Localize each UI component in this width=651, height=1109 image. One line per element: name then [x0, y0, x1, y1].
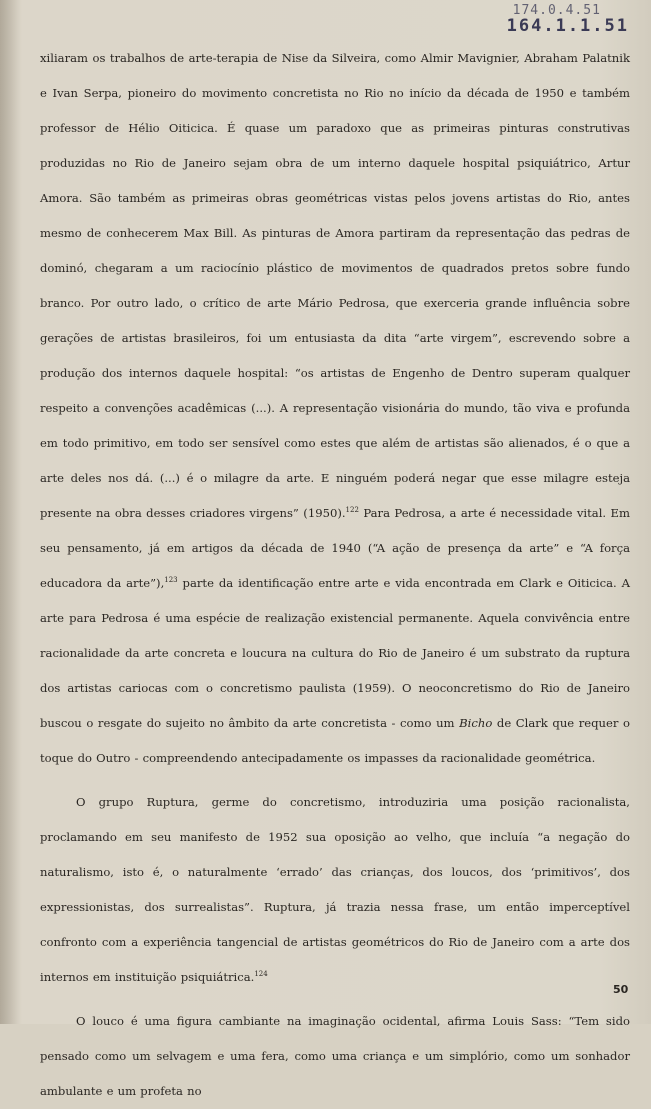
paragraph: [40, 1004, 630, 1109]
paragraph: [40, 41, 630, 776]
footnote-reference: 122: [345, 506, 359, 514]
paragraph-text: de Clark que requer o toque do Outro - compreendendo antecipadamente os impasses da racionalidade geométrica.: [40, 716, 630, 765]
paragraph-text: xiliaram os trabalhos de arte-terapia de Nise da Silveira, como Almir Mavignier, Abraham Palatnik e Ivan Serpa, pioneiro do movimento concretista no Rio no início da década de 1950 e também professor de Hélio Oiticica. É quase um paradoxo que as primeiras pinturas construtivas produzidas no Rio de Janeiro sejam obra de um interno daquele hospital psiquiátrico, Artur Amora. São também as primeiras obras geométricas vistas pelos jovens artistas do Rio, antes mesmo de conhecerem Max Bill. As pinturas de Amora partiram da representação das pedras de dominó, chegaram a um raciocínio plástico de movimentos de quadrados pretos sobre fundo branco. Por outro lado, o crítico de arte Mário Pedrosa, que exerceria grande influência sobre gerações de artistas brasileiros, foi um entusiasta da dita “arte virgem”, escrevendo sobre a produção dos internos daquele hospital: “os artistas de Engenho de Dentro superam qualquer respeito a convenções acadêmicas (...). A representação visionária do mundo, tão viva e profunda em todo primitivo, em todo ser sensível como estes que além de artistas são alienados, é o que a arte deles nos dá. (...) é o milagre da arte. E ninguém poderá negar que esse milagre esteja presente na obra desses criadores virgens” (1950).: [40, 51, 630, 520]
handwritten-annotation: [507, 4, 629, 35]
handwritten-line-2: 164.1.1.51: [506, 16, 629, 36]
paragraph-text: parte da identificação entre arte e vida encontrada em Clark e Oiticica. A arte para Pedrosa é uma espécie de realização existencial permanente. Aquela convivência entre racionalidade da arte concreta e loucura na cultura do Rio de Janeiro é um substrato da ruptura dos artistas cariocas com o concretismo paulista (1959). O neoconcretismo do Rio de Janeiro buscou o resgate do sujeito no âmbito da arte concretista - como um: [40, 576, 630, 730]
paragraph-text: O grupo Ruptura, germe do concretismo, introduziria uma posição racionalista, proclamando em seu manifesto de 1952 sua oposição ao velho, que incluía “a negação do naturalismo, isto é, o naturalmente ‘errado’ das crianças, dos loucos, dos ‘primitivos’, dos expressionistas, dos surrealistas”. Ruptura, já trazia nessa frase, um então imperceptível confronto com a experiência tangencial de artistas geométricos do Rio de Janeiro com a arte dos internos em instituição psiquiátrica.: [40, 795, 630, 984]
page-edge-shadow: [0, 0, 22, 1024]
body-text: [40, 41, 630, 1109]
footnote-reference: 124: [254, 970, 268, 978]
italic-term: Bicho: [459, 716, 493, 730]
paragraph-text: O louco é uma figura cambiante na imaginação ocidental, afirma Louis Sass: “Tem sido pensado como um selvagem e uma fera, como uma criança e um simplório, como um sonhador ambulante e um profeta no: [40, 1014, 630, 1098]
paragraph-text: Para Pedrosa, a arte é necessidade vital. Em seu pensamento, já em artigos da década de 1940 (“A ação de presença da arte” e “A força educadora da arte”),: [40, 506, 630, 590]
page-number: 50: [613, 983, 629, 996]
handwritten-line-1: 174.0.4.51: [512, 3, 601, 18]
paragraph: [40, 785, 630, 995]
footnote-reference: 123: [164, 576, 178, 584]
